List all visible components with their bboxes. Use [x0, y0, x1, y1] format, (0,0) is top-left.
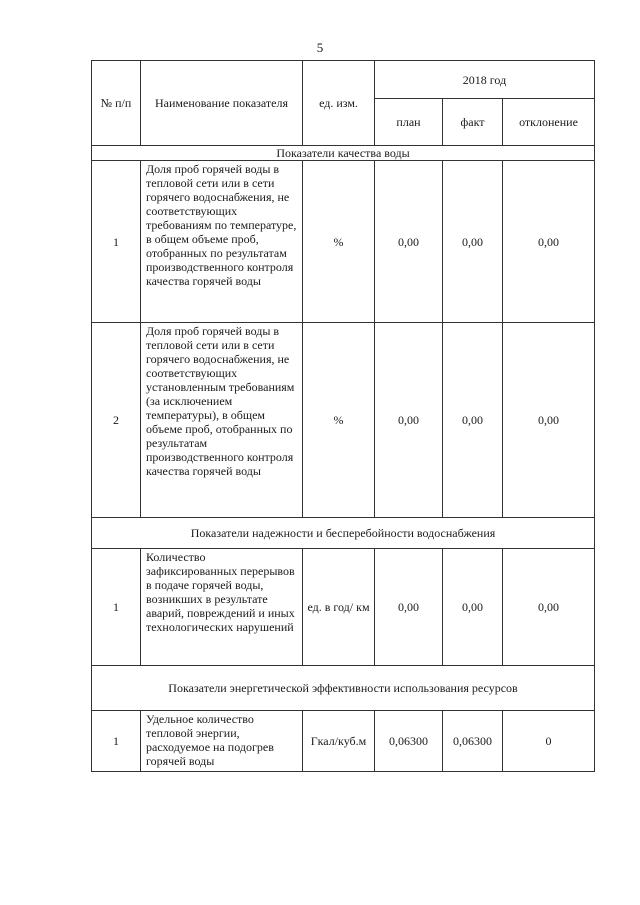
header-deviation: отклонение [503, 99, 595, 146]
cell-fact: 0,06300 [443, 711, 503, 772]
cell-deviation: 0,00 [503, 549, 595, 666]
cell-fact: 0,00 [443, 549, 503, 666]
cell-unit: ед. в год/ км [303, 549, 375, 666]
section-row [92, 666, 595, 711]
cell-fact: 0,00 [443, 161, 503, 323]
cell-fact: 0,00 [443, 323, 503, 518]
header-num: № п/п [92, 61, 141, 146]
cell-deviation: 0 [503, 711, 595, 772]
cell-deviation: 0,00 [503, 323, 595, 518]
header-plan: план [375, 99, 443, 146]
section-title: Показатели качества воды [92, 146, 595, 161]
header-year: 2018 год [375, 61, 595, 99]
section-row [92, 518, 595, 549]
page-number: 5 [316, 40, 324, 55]
cell-num: 1 [92, 161, 141, 323]
cell-num: 2 [92, 323, 141, 518]
cell-unit: % [303, 323, 375, 518]
cell-deviation: 0,00 [503, 161, 595, 323]
section-title: Показатели энергетической эффективности использования ресурсов [92, 666, 595, 711]
cell-name: Удельное количество тепловой энергии, расходуемое на подогрев горячей воды [141, 711, 303, 772]
cell-unit: Гкал/куб.м [303, 711, 375, 772]
cell-plan: 0,00 [375, 549, 443, 666]
cell-num: 1 [92, 549, 141, 666]
cell-plan: 0,06300 [375, 711, 443, 772]
section-title: Показатели надежности и бесперебойности водоснабжения [92, 518, 595, 549]
table-row [92, 323, 595, 518]
cell-plan: 0,00 [375, 323, 443, 518]
table-row [92, 549, 595, 666]
table-row [92, 711, 595, 772]
table-row [92, 161, 595, 323]
cell-unit: % [303, 161, 375, 323]
header-row-1 [92, 61, 595, 99]
header-name: Наименование показателя [141, 61, 303, 146]
section-row [92, 146, 595, 161]
cell-name: Доля проб горячей воды в тепловой сети или в сети горячего водоснабжения, не соответствующих требованиям по температуре, в общем объеме проб, отобранных по результатам производственного контроля качества горячей воды [141, 161, 303, 323]
cell-plan: 0,00 [375, 161, 443, 323]
cell-name: Доля проб горячей воды в тепловой сети или в сети горячего водоснабжения, не соответствующих установленным требованиям (за исключением температуры), в общем объеме проб, отобранных по результатам производственного контроля качества горячей воды [141, 323, 303, 518]
indicators-table [91, 60, 595, 772]
cell-num: 1 [92, 711, 141, 772]
cell-name: Количество зафиксированных перерывов в подаче горячей воды, возникших в результате аварий, повреждений и иных технологических нарушений [141, 549, 303, 666]
header-unit: ед. изм. [303, 61, 375, 146]
header-fact: факт [443, 99, 503, 146]
